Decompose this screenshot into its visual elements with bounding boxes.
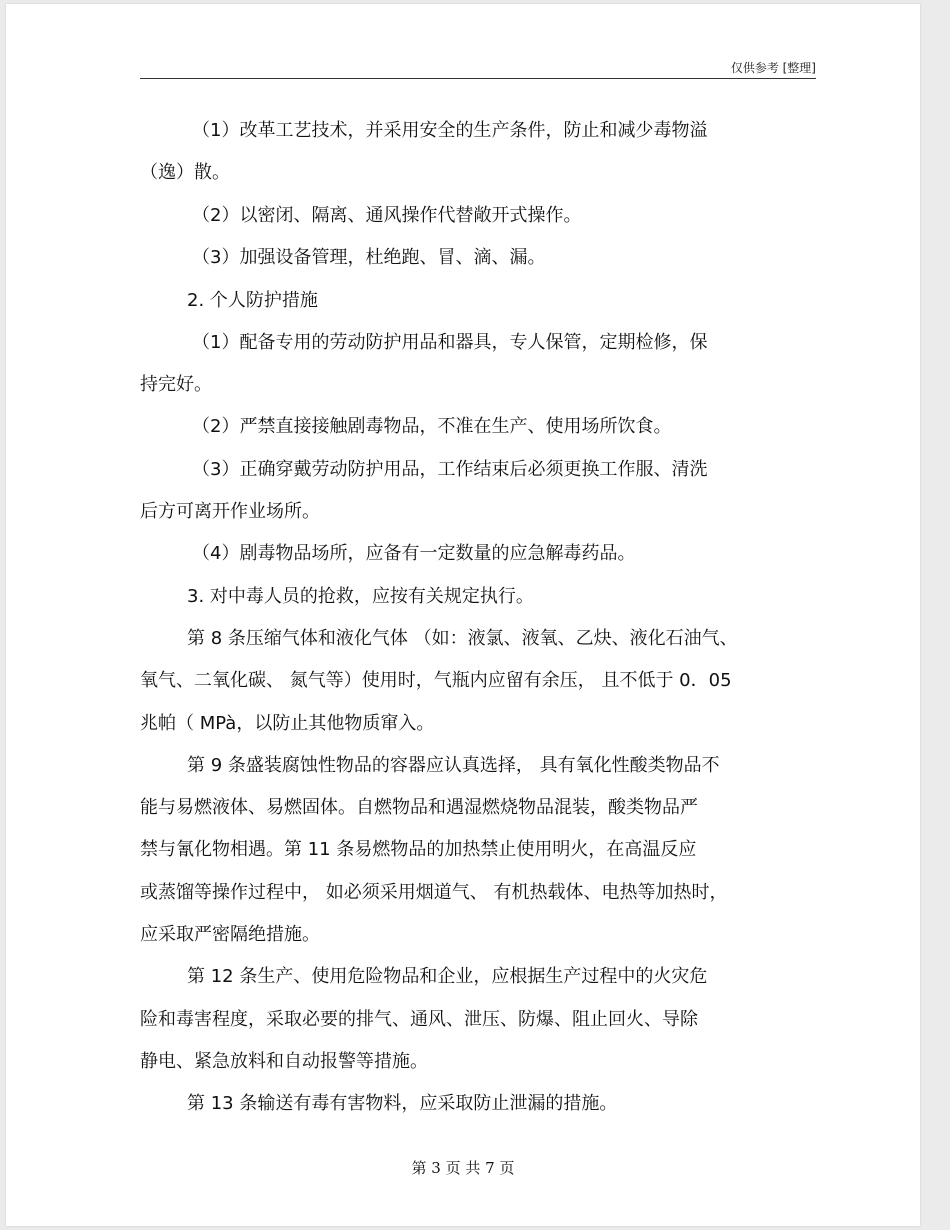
page-number: 第 3 页 共 7 页 (411, 1159, 515, 1177)
text-line: 第 9 条盛装腐蚀性物品的容器应认真选择， 具有氧化性酸类物品不 (187, 755, 720, 776)
text-line: 险和毒害程度，采取必要的排气、通风、泄压、防爆、阻止回火、导除 (140, 1009, 698, 1030)
text-line: 禁与氰化物相遇。第 11 条易燃物品的加热禁止使用明火，在高温反应 (140, 839, 697, 860)
text-line: （4）剧毒物品场所，应备有一定数量的应急解毒药品。 (192, 543, 636, 564)
text-line: 持完好。 (140, 374, 212, 395)
header-label: 仅供参考 [整理] (730, 61, 816, 75)
text-line: 第 8 条压缩气体和液化气体 （如：液氯、液氧、乙炔、液化石油气、 (187, 628, 738, 649)
section-heading: 3. 对中毒人员的抢救，应按有关规定执行。 (187, 586, 534, 607)
text-line: 第 12 条生产、使用危险物品和企业，应根据生产过程中的火灾危 (187, 966, 708, 987)
document-page (6, 4, 920, 1226)
text-line: 应采取严密隔绝措施。 (140, 924, 320, 945)
text-line: 第 13 条输送有毒有害物料，应采取防止泄漏的措施。 (187, 1093, 618, 1114)
text-line: 静电、紧急放料和自动报警等措施。 (140, 1051, 428, 1072)
text-line: （3）加强设备管理，杜绝跑、冒、滴、漏。 (192, 247, 546, 268)
text-line: 兆帕（ MPà，以防止其他物质窜入。 (140, 713, 435, 734)
text-line: （1）配备专用的劳动防护用品和器具，专人保管，定期检修，保 (192, 332, 708, 353)
text-line: （3）正确穿戴劳动防护用品，工作结束后必须更换工作服、清洗 (192, 459, 708, 480)
text-line: 后方可离开作业场所。 (140, 501, 320, 522)
text-line: （2）严禁直接接触剧毒物品，不准在生产、使用场所饮食。 (192, 416, 672, 437)
text-line: （1）改革工艺技术，并采用安全的生产条件，防止和减少毒物溢 (192, 120, 708, 141)
section-heading: 2. 个人防护措施 (187, 290, 318, 311)
text-line: 或蒸馏等操作过程中， 如必须采用烟道气、 有机热载体、电热等加热时， (140, 882, 728, 903)
text-line: 氧气、二氧化碳、 氮气等）使用时，气瓶内应留有余压， 且不低于 0．05 (140, 670, 732, 691)
text-line: （逸）散。 (140, 162, 230, 183)
text-line: （2）以密闭、隔离、通风操作代替敞开式操作。 (192, 205, 582, 226)
header-rule (140, 78, 816, 79)
text-line: 能与易燃液体、易燃固体。自燃物品和遇湿燃烧物品混装，酸类物品严 (140, 797, 698, 818)
